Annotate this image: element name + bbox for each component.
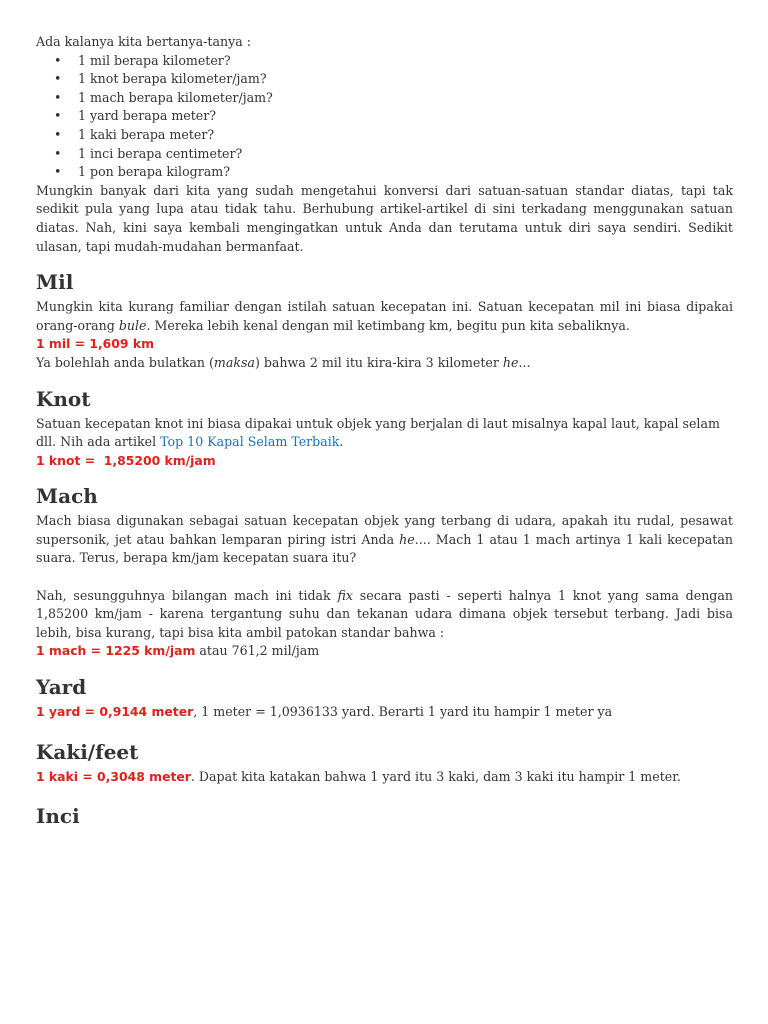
intro-paragraph: Mungkin banyak dari kita yang sudah mengetahui konversi dari satuan-satuan standar diatas, tapi tak sedikit pula yang lupa atau tidak tahu. Berhubung artikel-artikel di sini terkadang menggunakan satuan diatas. Nah, kini saya kembali mengingatkan untuk Anda dan terutama untuk diri saya sendiri. Sedikit ulasan, tapi mudah-mudahan bermanfaat. [36, 182, 733, 254]
list-item [54, 70, 733, 89]
heading-mil: Mil [36, 270, 74, 295]
heading-yard: Yard [36, 675, 87, 700]
list-item [54, 145, 733, 164]
mil-note-b: ) bahwa 2 mil itu kira-kira 3 kilometer [254, 354, 503, 370]
article-link-kapal-selam[interactable]: Top 10 Kapal Selam Terbaik [160, 434, 340, 450]
kaki-tail: . Dapat kita katakan bahwa 1 yard itu 3 kaki, dam 3 kaki itu hampir 1 meter. [190, 768, 681, 784]
mach-formula: 1 mach = 1225 km/jam [36, 643, 196, 659]
mach-paragraph-1 [36, 512, 733, 568]
list-item [54, 89, 733, 108]
question-text: 1 mach berapa kilometer/jam? [78, 89, 273, 105]
mil-note-c: ... [518, 354, 531, 370]
question-text: 1 inci berapa centimeter? [78, 145, 243, 161]
knot-text-b: . [339, 434, 344, 450]
yard-tail: , 1 meter = 1,0936133 yard. Berarti 1 yard itu hampir 1 meter ya [193, 704, 613, 720]
kaki-formula: 1 kaki = 0,3048 meter [36, 768, 191, 784]
yard-line [36, 703, 733, 722]
mil-note [36, 354, 733, 373]
mil-note-em1: maksa [213, 354, 255, 370]
heading-kaki: Kaki/feet [36, 739, 139, 764]
mil-emphasis: bule [118, 317, 147, 333]
knot-formula: 1 knot = 1,85200 km/jam [36, 452, 216, 468]
knot-formula-line [36, 452, 733, 471]
heading-knot: Knot [36, 386, 91, 411]
mach-text-c: Nah, sesungguhnya bilangan mach ini tidak [36, 587, 338, 603]
intro-lead: Ada kalanya kita bertanya-tanya : [36, 34, 251, 49]
question-text: 1 pon berapa kilogram? [78, 164, 230, 180]
mach-emphasis: he [399, 531, 415, 547]
mil-note-a: Ya bolehlah anda bulatkan ( [36, 354, 214, 370]
yard-formula: 1 yard = 0,9144 meter [36, 704, 194, 720]
question-text: 1 yard berapa meter? [78, 108, 217, 124]
bullet-icon: • [54, 52, 62, 68]
heading-mach: Mach [36, 484, 98, 509]
bullet-icon: • [54, 89, 62, 105]
list-item [54, 126, 733, 145]
mach-formula-line [36, 642, 733, 661]
bullet-icon: • [54, 71, 62, 87]
mil-formula: 1 mil = 1,609 km [36, 336, 155, 352]
question-text: 1 kaki berapa meter? [78, 126, 215, 142]
bullet-icon: • [54, 108, 62, 124]
list-item [54, 52, 733, 71]
bullet-icon: • [54, 126, 62, 142]
question-text: 1 knot berapa kilometer/jam? [78, 71, 267, 87]
knot-text-a: Satuan kecepatan knot ini biasa dipakai untuk objek yang berjalan di laut misalnya kapal laut, kapal selam dll. Nih ada artikel [36, 415, 720, 450]
mach-text-a: Mach biasa digunakan sebagai satuan kecepatan objek yang terbang di udara, apakah itu rudal, pesawat supersonik, jet atau bahkan lemparan piring istri Anda [36, 513, 733, 547]
heading-inci: Inci [36, 804, 80, 829]
mach-text-d: secara pasti - seperti halnya 1 knot yang sama dengan 1,85200 km/jam - karena tergantung suhu dan tekanan udara dimana objek tersebut terbang. Jadi bisa lebih, bisa kurang, tapi bisa kita ambil patokan standar bahwa : [36, 587, 733, 640]
kaki-line [36, 768, 733, 787]
questions-list [36, 52, 733, 182]
mil-paragraph [36, 298, 733, 335]
mil-text-b: . Mereka lebih kenal dengan mil ketimbang km, begitu pun kita sebaliknya. [146, 317, 630, 333]
knot-paragraph [36, 415, 733, 452]
mil-note-em2: he [502, 354, 519, 370]
question-text: 1 mil berapa kilometer? [78, 52, 231, 68]
mil-formula-line [36, 335, 733, 354]
mach-emphasis-fix: fix [337, 587, 353, 603]
list-item [54, 163, 733, 182]
list-item [54, 107, 733, 126]
bullet-icon: • [54, 145, 62, 161]
mach-text-b: .... Mach 1 atau 1 mach artinya 1 kali kecepatan suara. Terus, berapa km/jam kecepatan suara itu? [36, 531, 733, 566]
mil-text-a: Mungkin kita kurang familiar dengan istilah satuan kecepatan ini. Satuan kecepatan mil ini biasa dipakai orang-orang [36, 299, 733, 333]
article-body [36, 33, 733, 832]
paragraph-gap [36, 568, 733, 587]
mach-paragraph-2 [36, 587, 733, 643]
mach-formula-tail: atau 761,2 mil/jam [195, 643, 320, 659]
bullet-icon: • [54, 164, 62, 180]
